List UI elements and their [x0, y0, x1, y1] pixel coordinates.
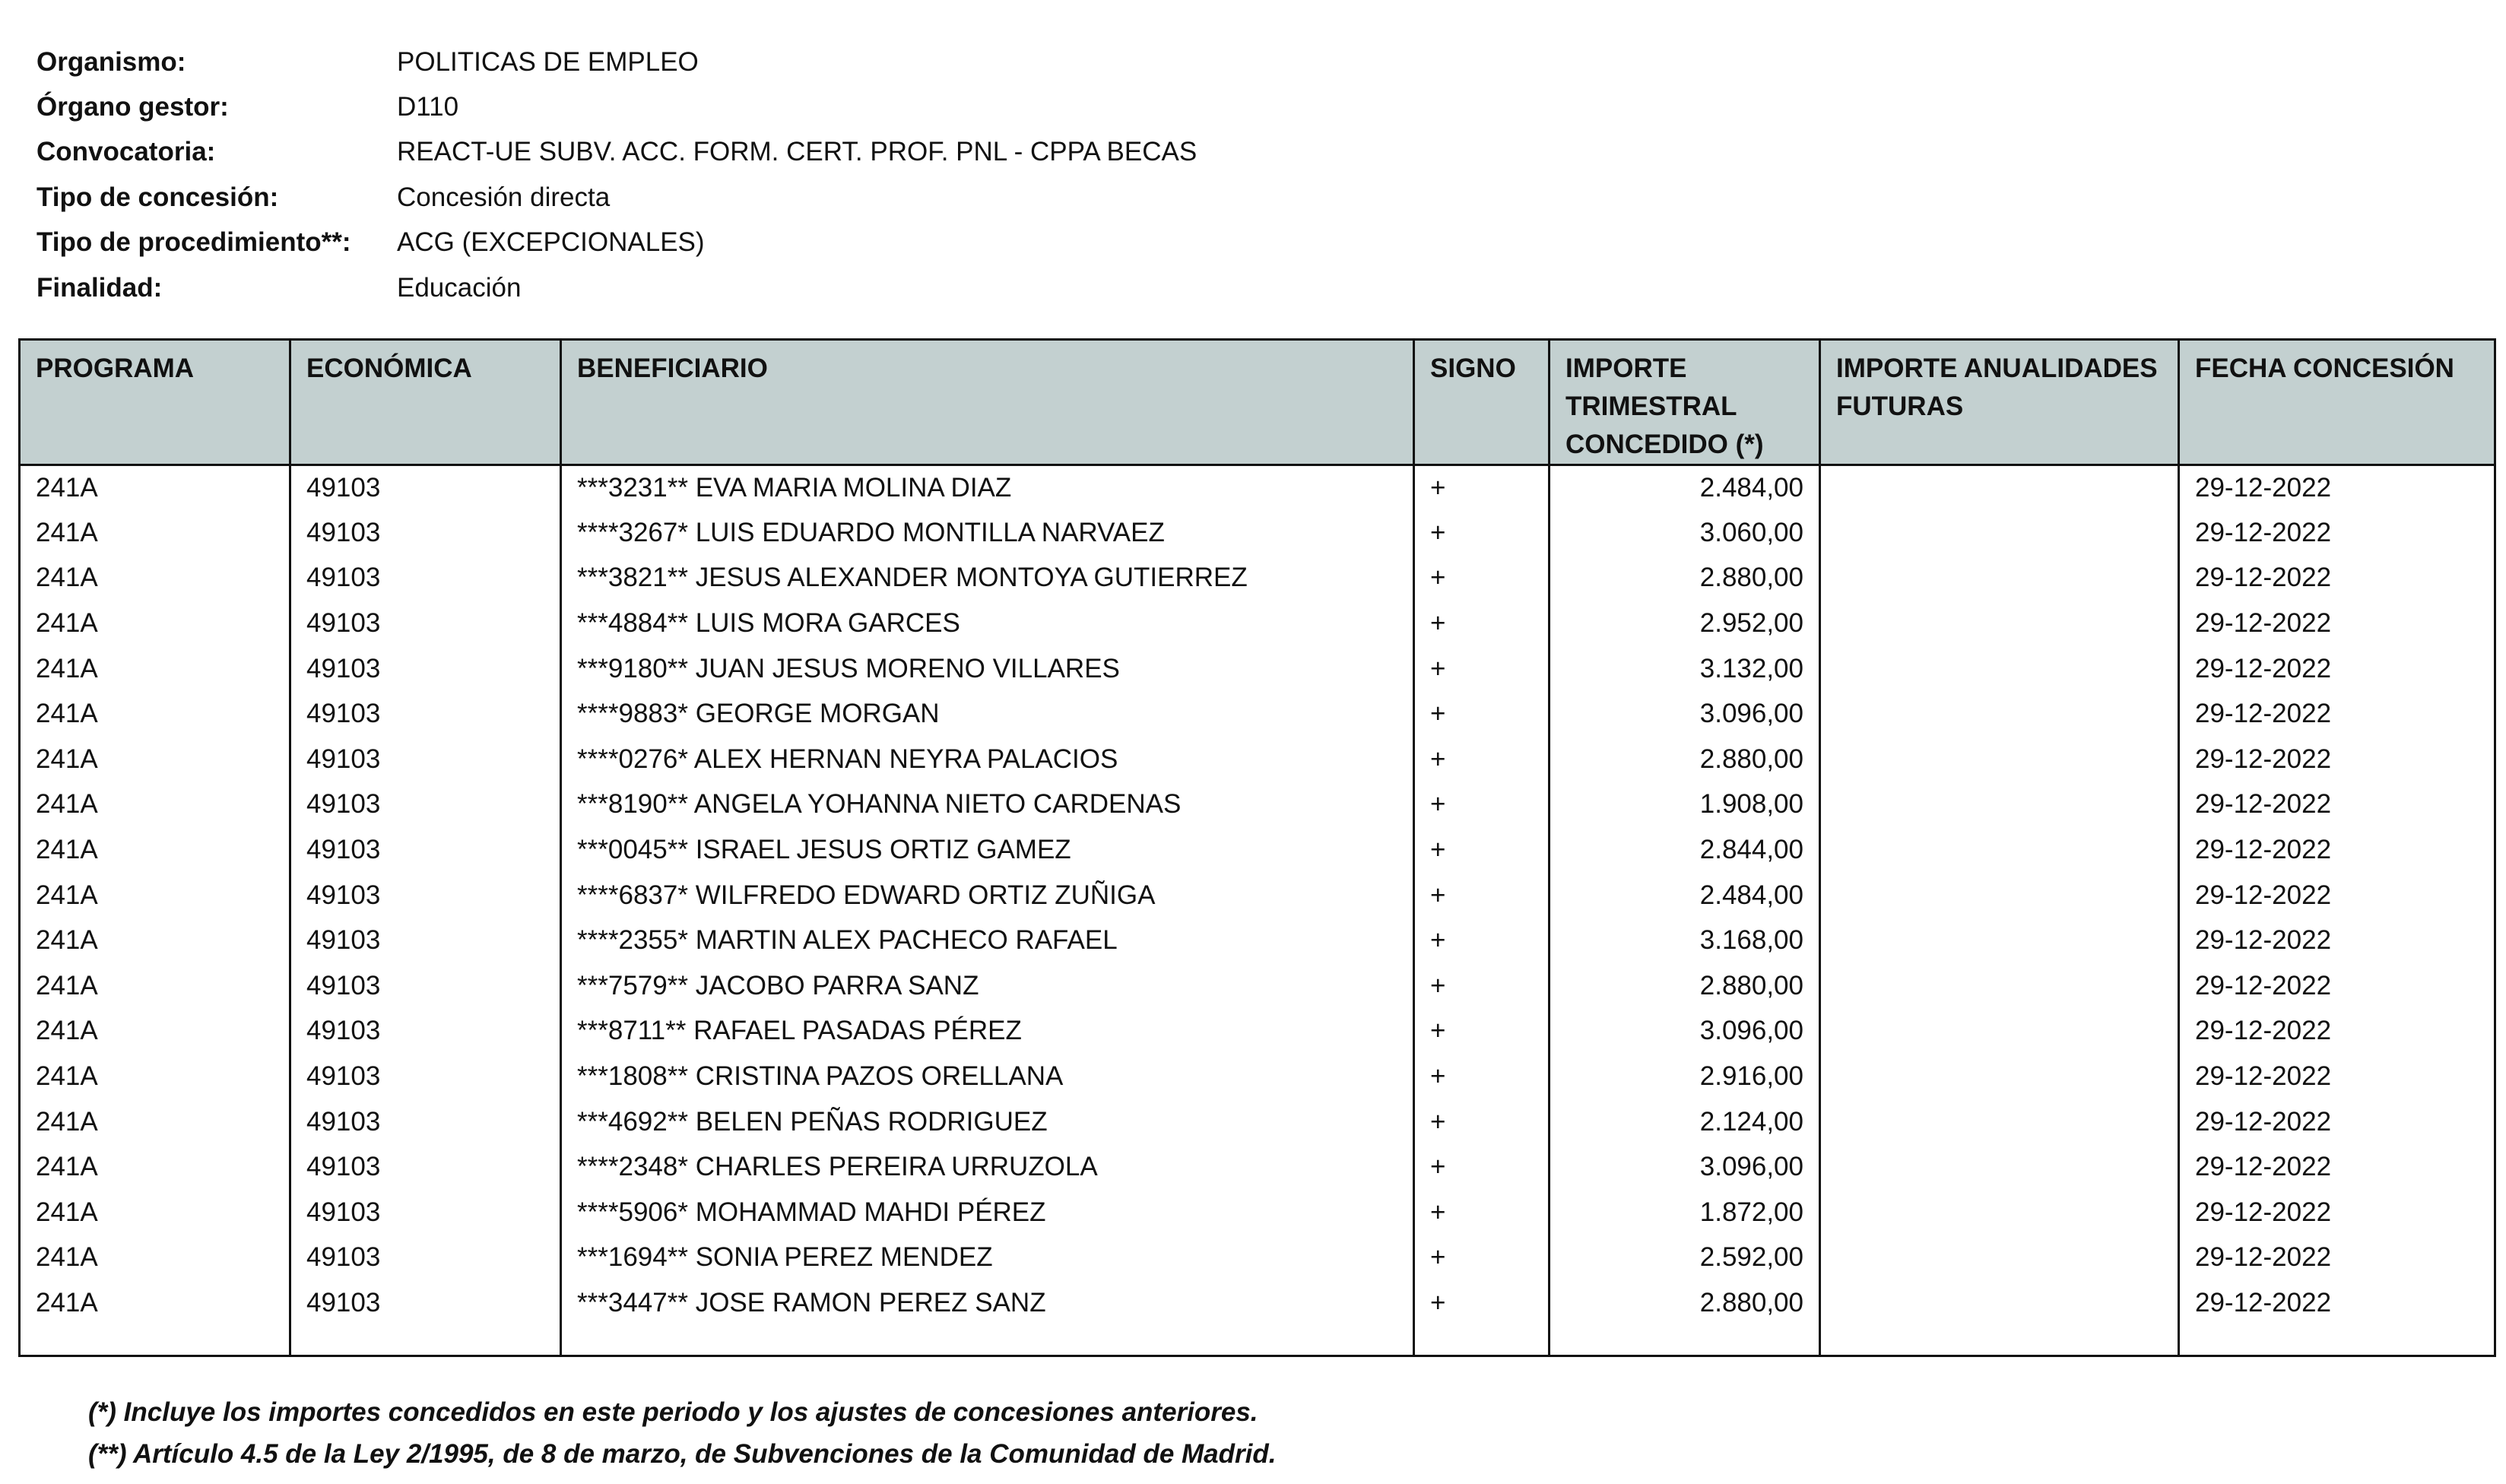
cell-programa: 241A — [20, 1054, 290, 1099]
empty-cell — [20, 1326, 290, 1356]
cell-economica: 49103 — [290, 1054, 561, 1099]
cell-importe-futuras — [1820, 510, 2179, 556]
cell-programa: 241A — [20, 510, 290, 556]
cell-fecha-concesion: 29-12-2022 — [2179, 691, 2495, 737]
cell-beneficiario: ****0276* ALEX HERNAN NEYRA PALACIOS — [561, 737, 1414, 782]
cell-importe-trimestral: 2.880,00 — [1550, 737, 1820, 782]
cell-fecha-concesion: 29-12-2022 — [2179, 963, 2495, 1009]
meta-row-tipo-concesion — [36, 175, 1197, 220]
cell-economica: 49103 — [290, 1235, 561, 1281]
meta-row-organismo — [36, 40, 1197, 84]
cell-economica: 49103 — [290, 465, 561, 511]
cell-signo: + — [1414, 1099, 1550, 1145]
cell-signo: + — [1414, 465, 1550, 511]
cell-beneficiario: ***3231** EVA MARIA MOLINA DIAZ — [561, 465, 1414, 511]
cell-programa: 241A — [20, 1190, 290, 1235]
table-row — [20, 737, 2495, 782]
column-header-economica: ECONÓMICA — [290, 340, 561, 465]
empty-cell — [561, 1326, 1414, 1356]
cell-signo: + — [1414, 873, 1550, 918]
table-row — [20, 1190, 2495, 1235]
cell-programa: 241A — [20, 782, 290, 828]
cell-programa: 241A — [20, 737, 290, 782]
document-metadata — [36, 40, 1197, 310]
cell-fecha-concesion: 29-12-2022 — [2179, 1235, 2495, 1281]
cell-beneficiario: ****5906* MOHAMMAD MAHDI PÉREZ — [561, 1190, 1414, 1235]
cell-importe-futuras — [1820, 556, 2179, 601]
cell-importe-futuras — [1820, 601, 2179, 646]
cell-fecha-concesion: 29-12-2022 — [2179, 1054, 2495, 1099]
cell-importe-trimestral: 3.096,00 — [1550, 1009, 1820, 1054]
meta-label: Tipo de concesión: — [36, 182, 279, 212]
cell-economica: 49103 — [290, 1190, 561, 1235]
cell-programa: 241A — [20, 691, 290, 737]
cell-beneficiario: ***1808** CRISTINA PAZOS ORELLANA — [561, 1054, 1414, 1099]
column-header-signo: SIGNO — [1414, 340, 1550, 465]
cell-economica: 49103 — [290, 873, 561, 918]
cell-programa: 241A — [20, 1144, 290, 1190]
meta-row-organo-gestor — [36, 84, 1197, 129]
cell-beneficiario: ***0045** ISRAEL JESUS ORTIZ GAMEZ — [561, 827, 1414, 873]
cell-beneficiario: ***8190** ANGELA YOHANNA NIETO CARDENAS — [561, 782, 1414, 828]
cell-beneficiario: ****2348* CHARLES PEREIRA URRUZOLA — [561, 1144, 1414, 1190]
cell-beneficiario: ***4884** LUIS MORA GARCES — [561, 601, 1414, 646]
cell-signo: + — [1414, 556, 1550, 601]
cell-importe-trimestral: 2.484,00 — [1550, 465, 1820, 511]
meta-value: REACT-UE SUBV. ACC. FORM. CERT. PROF. PNL - CPPA BECAS — [397, 137, 1197, 167]
meta-value: ACG (EXCEPCIONALES) — [397, 227, 705, 258]
cell-programa: 241A — [20, 601, 290, 646]
cell-importe-trimestral: 2.592,00 — [1550, 1235, 1820, 1281]
cell-importe-trimestral: 3.060,00 — [1550, 510, 1820, 556]
cell-beneficiario: ***3821** JESUS ALEXANDER MONTOYA GUTIERREZ — [561, 556, 1414, 601]
cell-beneficiario: ****6837* WILFREDO EDWARD ORTIZ ZUÑIGA — [561, 873, 1414, 918]
column-header-importe-futuras: IMPORTE ANUALIDADES FUTURAS — [1820, 340, 2179, 465]
table-row — [20, 1235, 2495, 1281]
cell-signo: + — [1414, 737, 1550, 782]
cell-fecha-concesion: 29-12-2022 — [2179, 1009, 2495, 1054]
cell-signo: + — [1414, 782, 1550, 828]
cell-signo: + — [1414, 1054, 1550, 1099]
cell-beneficiario: ***4692** BELEN PEÑAS RODRIGUEZ — [561, 1099, 1414, 1145]
cell-fecha-concesion: 29-12-2022 — [2179, 873, 2495, 918]
cell-signo: + — [1414, 1280, 1550, 1326]
cell-economica: 49103 — [290, 1280, 561, 1326]
cell-beneficiario: ****9883* GEORGE MORGAN — [561, 691, 1414, 737]
meta-label: Convocatoria: — [36, 137, 216, 167]
cell-economica: 49103 — [290, 646, 561, 692]
grants-table — [18, 338, 2496, 1357]
cell-importe-trimestral: 2.880,00 — [1550, 556, 1820, 601]
cell-economica: 49103 — [290, 782, 561, 828]
footnote-ley: (**) Artículo 4.5 de la Ley 2/1995, de 8 de marzo, de Subvenciones de la Comunidad de Madrid. — [88, 1439, 1277, 1469]
cell-beneficiario: ***7579** JACOBO PARRA SANZ — [561, 963, 1414, 1009]
meta-row-convocatoria — [36, 130, 1197, 175]
cell-programa: 241A — [20, 1235, 290, 1281]
cell-importe-futuras — [1820, 963, 2179, 1009]
cell-beneficiario: ***3447** JOSE RAMON PEREZ SANZ — [561, 1280, 1414, 1326]
cell-programa: 241A — [20, 827, 290, 873]
cell-beneficiario: ***9180** JUAN JESUS MORENO VILLARES — [561, 646, 1414, 692]
meta-row-tipo-procedimiento — [36, 220, 1197, 265]
cell-importe-trimestral: 2.484,00 — [1550, 873, 1820, 918]
cell-programa: 241A — [20, 873, 290, 918]
column-header-importe-trimestral: IMPORTE TRIMESTRAL CONCEDIDO (*) — [1550, 340, 1820, 465]
table-header-row — [20, 340, 2495, 465]
cell-importe-trimestral: 3.168,00 — [1550, 918, 1820, 963]
table-row — [20, 1009, 2495, 1054]
cell-importe-futuras — [1820, 782, 2179, 828]
cell-beneficiario: ****2355* MARTIN ALEX PACHECO RAFAEL — [561, 918, 1414, 963]
footnotes — [88, 1391, 1276, 1475]
cell-programa: 241A — [20, 1280, 290, 1326]
cell-economica: 49103 — [290, 737, 561, 782]
cell-importe-trimestral: 2.952,00 — [1550, 601, 1820, 646]
meta-label: Tipo de procedimiento**: — [36, 227, 351, 258]
cell-importe-trimestral: 2.880,00 — [1550, 1280, 1820, 1326]
cell-importe-trimestral: 3.096,00 — [1550, 691, 1820, 737]
cell-signo: + — [1414, 963, 1550, 1009]
cell-importe-trimestral: 2.916,00 — [1550, 1054, 1820, 1099]
empty-cell — [1550, 1326, 1820, 1356]
cell-signo: + — [1414, 827, 1550, 873]
meta-value: Concesión directa — [397, 182, 611, 212]
table-row — [20, 827, 2495, 873]
table-row — [20, 556, 2495, 601]
cell-economica: 49103 — [290, 963, 561, 1009]
footnote-importe: (*) Incluye los importes concedidos en este periodo y los ajustes de concesiones anteriores. — [88, 1397, 1258, 1427]
cell-economica: 49103 — [290, 918, 561, 963]
table-row — [20, 873, 2495, 918]
cell-economica: 49103 — [290, 601, 561, 646]
cell-fecha-concesion: 29-12-2022 — [2179, 1190, 2495, 1235]
cell-importe-trimestral: 3.132,00 — [1550, 646, 1820, 692]
cell-beneficiario: ****3267* LUIS EDUARDO MONTILLA NARVAEZ — [561, 510, 1414, 556]
meta-row-finalidad — [36, 265, 1197, 310]
table-row — [20, 691, 2495, 737]
cell-importe-trimestral: 2.844,00 — [1550, 827, 1820, 873]
empty-cell — [290, 1326, 561, 1356]
table-row — [20, 963, 2495, 1009]
table-row — [20, 510, 2495, 556]
empty-cell — [1820, 1326, 2179, 1356]
cell-importe-futuras — [1820, 465, 2179, 511]
cell-economica: 49103 — [290, 827, 561, 873]
cell-beneficiario: ***1694** SONIA PEREZ MENDEZ — [561, 1235, 1414, 1281]
cell-fecha-concesion: 29-12-2022 — [2179, 1099, 2495, 1145]
cell-importe-futuras — [1820, 646, 2179, 692]
cell-fecha-concesion: 29-12-2022 — [2179, 1280, 2495, 1326]
meta-value: POLITICAS DE EMPLEO — [397, 46, 699, 77]
cell-signo: + — [1414, 691, 1550, 737]
cell-importe-futuras — [1820, 1235, 2179, 1281]
cell-importe-futuras — [1820, 1099, 2179, 1145]
cell-importe-futuras — [1820, 691, 2179, 737]
cell-importe-trimestral: 3.096,00 — [1550, 1144, 1820, 1190]
meta-label: Órgano gestor: — [36, 92, 229, 122]
table-row — [20, 1054, 2495, 1099]
column-header-beneficiario: BENEFICIARIO — [561, 340, 1414, 465]
cell-programa: 241A — [20, 1009, 290, 1054]
cell-fecha-concesion: 29-12-2022 — [2179, 556, 2495, 601]
cell-fecha-concesion: 29-12-2022 — [2179, 918, 2495, 963]
cell-signo: + — [1414, 1235, 1550, 1281]
cell-importe-futuras — [1820, 1144, 2179, 1190]
cell-signo: + — [1414, 1190, 1550, 1235]
meta-label: Finalidad: — [36, 272, 163, 303]
cell-importe-futuras — [1820, 873, 2179, 918]
cell-signo: + — [1414, 601, 1550, 646]
column-header-fecha-concesion: FECHA CONCESIÓN — [2179, 340, 2495, 465]
cell-importe-futuras — [1820, 918, 2179, 963]
cell-programa: 241A — [20, 1099, 290, 1145]
cell-fecha-concesion: 29-12-2022 — [2179, 465, 2495, 511]
table-row — [20, 782, 2495, 828]
cell-economica: 49103 — [290, 556, 561, 601]
cell-economica: 49103 — [290, 1099, 561, 1145]
table-row — [20, 918, 2495, 963]
cell-signo: + — [1414, 646, 1550, 692]
cell-signo: + — [1414, 918, 1550, 963]
table-row — [20, 1144, 2495, 1190]
cell-importe-trimestral: 1.872,00 — [1550, 1190, 1820, 1235]
table-row — [20, 1280, 2495, 1326]
table-body — [20, 465, 2495, 1356]
cell-fecha-concesion: 29-12-2022 — [2179, 737, 2495, 782]
cell-economica: 49103 — [290, 691, 561, 737]
cell-programa: 241A — [20, 465, 290, 511]
meta-value: D110 — [397, 92, 459, 122]
cell-signo: + — [1414, 1144, 1550, 1190]
cell-importe-trimestral: 2.124,00 — [1550, 1099, 1820, 1145]
cell-economica: 49103 — [290, 510, 561, 556]
cell-importe-trimestral: 2.880,00 — [1550, 963, 1820, 1009]
table-row — [20, 646, 2495, 692]
cell-programa: 241A — [20, 646, 290, 692]
cell-beneficiario: ***8711** RAFAEL PASADAS PÉREZ — [561, 1009, 1414, 1054]
cell-importe-trimestral: 1.908,00 — [1550, 782, 1820, 828]
cell-signo: + — [1414, 1009, 1550, 1054]
meta-label: Organismo: — [36, 46, 186, 77]
empty-cell — [2179, 1326, 2495, 1356]
cell-signo: + — [1414, 510, 1550, 556]
cell-programa: 241A — [20, 963, 290, 1009]
table-row — [20, 601, 2495, 646]
cell-importe-futuras — [1820, 1280, 2179, 1326]
table-row — [20, 1099, 2495, 1145]
table-row — [20, 465, 2495, 511]
column-header-programa: PROGRAMA — [20, 340, 290, 465]
cell-importe-futuras — [1820, 1054, 2179, 1099]
cell-economica: 49103 — [290, 1009, 561, 1054]
cell-fecha-concesion: 29-12-2022 — [2179, 646, 2495, 692]
meta-value: Educación — [397, 272, 522, 303]
cell-fecha-concesion: 29-12-2022 — [2179, 1144, 2495, 1190]
cell-programa: 241A — [20, 556, 290, 601]
cell-importe-futuras — [1820, 737, 2179, 782]
cell-fecha-concesion: 29-12-2022 — [2179, 782, 2495, 828]
table-filler-row — [20, 1326, 2495, 1356]
cell-fecha-concesion: 29-12-2022 — [2179, 510, 2495, 556]
cell-importe-futuras — [1820, 827, 2179, 873]
cell-programa: 241A — [20, 918, 290, 963]
cell-economica: 49103 — [290, 1144, 561, 1190]
cell-importe-futuras — [1820, 1190, 2179, 1235]
empty-cell — [1414, 1326, 1550, 1356]
cell-fecha-concesion: 29-12-2022 — [2179, 601, 2495, 646]
cell-fecha-concesion: 29-12-2022 — [2179, 827, 2495, 873]
cell-importe-futuras — [1820, 1009, 2179, 1054]
